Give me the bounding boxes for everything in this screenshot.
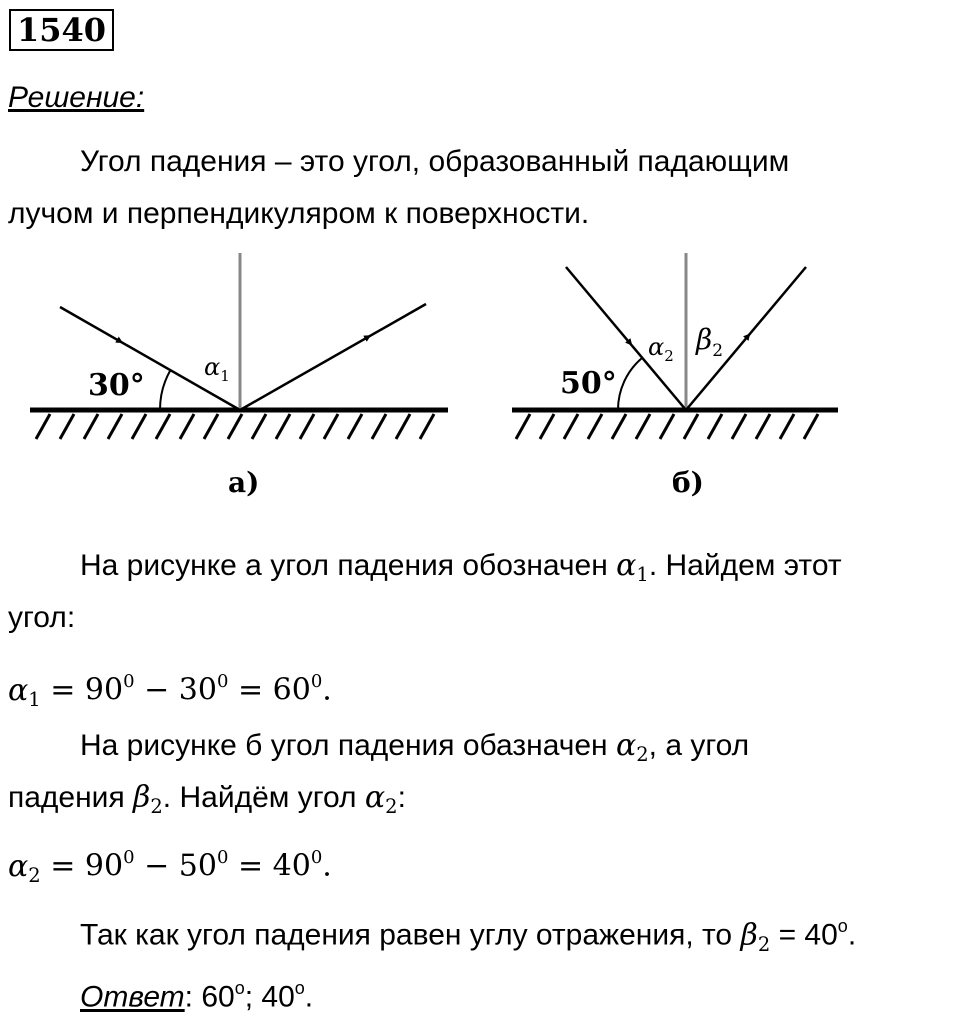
figure-b — [512, 253, 838, 499]
answer-label: Ответ — [80, 980, 185, 1014]
caption-b: б) — [672, 466, 704, 499]
solution-heading: Решение: — [8, 81, 145, 114]
beta-2-label: $\beta_2$ — [696, 323, 724, 361]
angle-50-label: 50° — [560, 366, 617, 401]
figure-a — [30, 253, 448, 499]
paragraph-1-line-2: лучом и перпендикуляром к поверхности. — [8, 197, 590, 230]
hatching-b — [516, 414, 818, 439]
paragraph-1-line-1: Угол падения – это угол, образованный падающим — [80, 145, 790, 178]
hatching-a — [36, 414, 434, 439]
paragraph-4: Так как угол падения равен углу отражения, то $\beta_2 = 40^o$. — [80, 916, 857, 956]
alpha-1-inline: $\alpha_1$ — [616, 548, 649, 586]
equation-1: $\alpha_1 = 90^0 - 30^0 = 60^0$. — [8, 671, 332, 711]
problem-number: 1540 — [9, 9, 114, 51]
equation-2: $\alpha_2 = 90^0 - 50^0 = 40^0$. — [8, 847, 332, 887]
alpha-1-label: $\alpha_1$ — [204, 353, 230, 385]
paragraph-3-line-1: На рисунке б угол падения обазначен $\alpha_2$, а угол — [80, 728, 750, 766]
alpha-2-label: $\alpha_2$ — [648, 333, 674, 365]
angle-arc-a — [160, 370, 171, 410]
caption-a: а) — [228, 466, 260, 499]
answer: Ответ: 60$^o$; 40$^o$. — [80, 978, 314, 1014]
paragraph-2-line-1: На рисунке а угол падения обозначен $\alpha_1$. Найдем этот — [80, 548, 842, 586]
angle-arc-b — [618, 358, 642, 410]
paragraph-2-line-2: угол: — [8, 601, 76, 634]
paragraph-3-line-2: падения $\beta_2$. Найдём угол $\alpha_2$: — [8, 780, 406, 818]
angle-30-label: 30° — [88, 368, 145, 403]
reflection-diagram — [0, 245, 960, 515]
reflected-ray-a — [240, 304, 426, 410]
